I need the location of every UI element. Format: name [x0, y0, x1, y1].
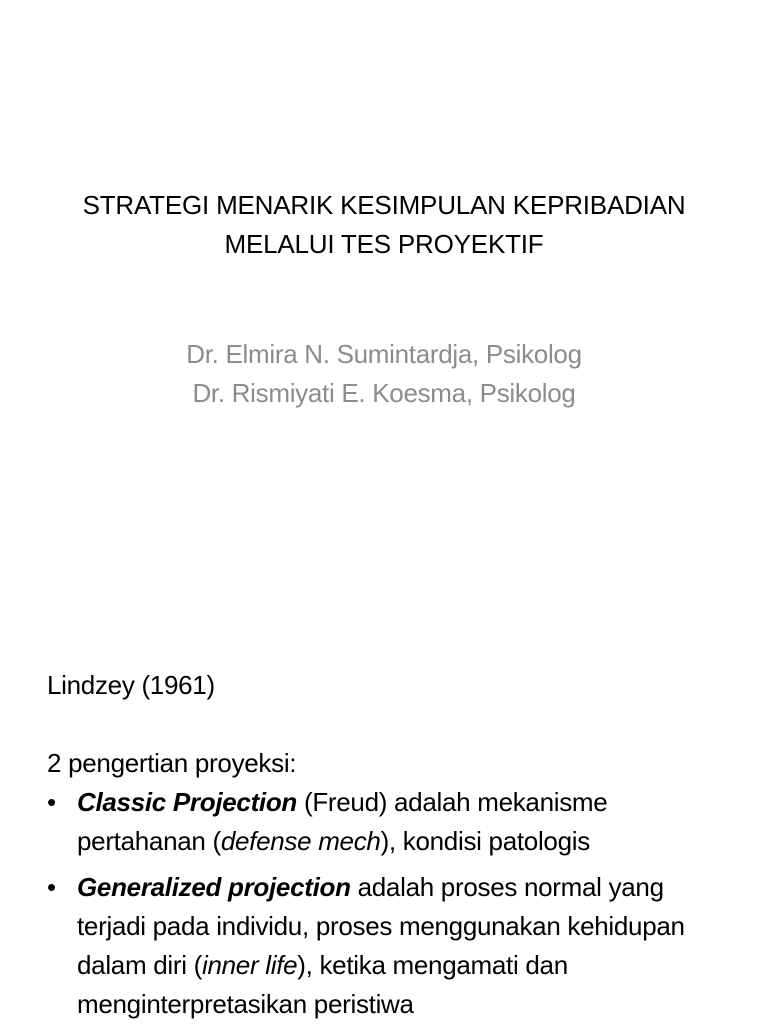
content-slide — [0, 576, 768, 1024]
author-1: Dr. Elmira N. Sumintardja, Psikolog — [186, 339, 582, 369]
bullet-term: Generalized projection — [77, 872, 351, 902]
bullet-italic-text: inner life — [202, 950, 298, 980]
bullet-icon: • — [47, 872, 56, 902]
slide-title — [30, 186, 738, 264]
slide-body — [47, 666, 737, 1024]
bullet-item-generalized-projection — [47, 868, 737, 1024]
paragraph-spacer — [47, 705, 737, 744]
bullet-text-end: ), kondisi patologis — [380, 826, 590, 856]
intro-text: 2 pengertian proyeksi: — [47, 748, 297, 778]
bullet-text-end: ), ketika mengamati dan menginterpretasikan peristiwa — [77, 950, 568, 1019]
bullet-term: Classic Projection — [77, 787, 298, 817]
bullet-icon: • — [47, 787, 56, 817]
bullet-italic-text: defense mech — [220, 826, 381, 856]
bullet-text: (Freud) adalah mekanisme pertahanan ( — [77, 787, 608, 856]
source-citation: Lindzey (1961) — [47, 670, 215, 700]
author-2: Dr. Rismiyati E. Koesma, Psikolog — [192, 378, 576, 408]
slide-authors — [30, 335, 738, 413]
bullet-text: adalah proses normal yang terjadi pada individu, proses menggunakan kehidupan dalam diri ( — [77, 872, 685, 980]
slide-title-line-1: STRATEGI MENARIK KESIMPULAN KEPRIBADIAN — [82, 190, 686, 220]
slide-title-line-2: MELALUI TES PROYEKTIF — [224, 229, 544, 259]
bullet-list — [47, 783, 737, 1024]
bullet-item-classic-projection — [47, 783, 737, 861]
